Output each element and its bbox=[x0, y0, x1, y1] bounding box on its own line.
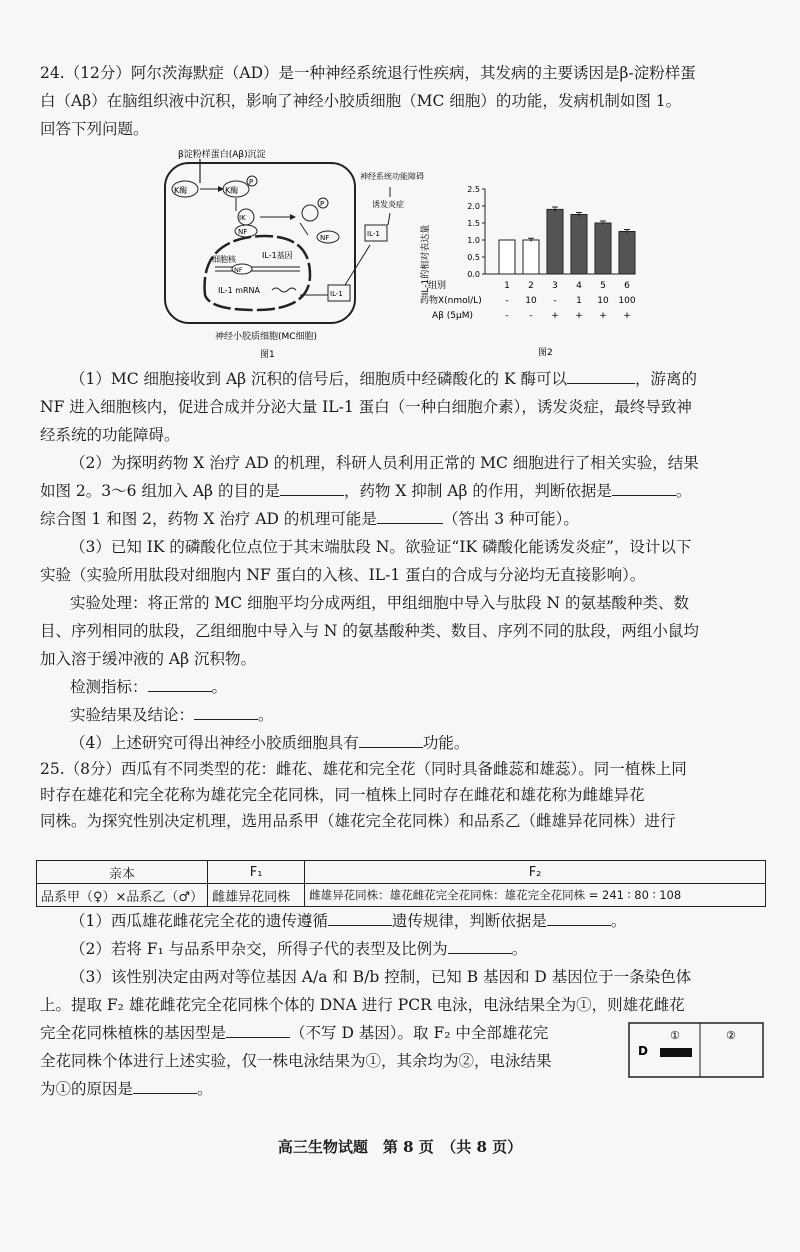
answer-blank-4[interactable] bbox=[377, 509, 443, 524]
gel-frame bbox=[629, 1023, 763, 1077]
row-group-cell: 4 bbox=[576, 281, 582, 291]
bar-group-3 bbox=[547, 209, 563, 274]
p-mark-1: P bbox=[249, 178, 254, 186]
answer-blank-7[interactable] bbox=[359, 733, 423, 748]
q25-table bbox=[36, 860, 766, 907]
row-drug-cell: 1 bbox=[576, 296, 582, 306]
answer-blank-3[interactable] bbox=[612, 481, 676, 496]
row-group-cell: 1 bbox=[504, 281, 510, 291]
row-ab-cell: - bbox=[505, 311, 509, 321]
chart-ylabel: IL-1的相对表达量 bbox=[421, 224, 431, 296]
q25-p3-line1: （3）该性别决定由两对等位基因 A/a 和 B/b 控制，已知 B 基因和 D 基因位于一条染色体 bbox=[70, 968, 692, 986]
fig1-caption: 图1 bbox=[260, 350, 275, 360]
y-tick-label: 2.5 bbox=[467, 185, 480, 194]
row-drug-cell: 100 bbox=[618, 296, 636, 306]
th-f2: F₂ bbox=[305, 861, 766, 884]
q24-line1: 24.（12分）阿尔茨海默症（AD）是一种神经系统退行性疾病，其发病的主要诱因是β-淀粉样蛋 bbox=[40, 64, 696, 82]
answer-blank-8[interactable] bbox=[328, 911, 392, 926]
row-group-cell: 3 bbox=[552, 281, 558, 291]
nf-label-2: NF bbox=[320, 234, 330, 242]
nucleus-label: 细胞核 bbox=[212, 255, 236, 264]
p-mark-2: P bbox=[320, 200, 325, 208]
q24-line3: 回答下列问题。 bbox=[40, 120, 149, 138]
q24-p1-line1: （1）MC 细胞接收到 Aβ 沉积的信号后，细胞质中经磷酸化的 K 酶可以 ，游离的 bbox=[70, 370, 697, 388]
q24-p2-line2: 如图 2。3～6 组加入 Aβ 的目的是 ，药物 X 抑制 Aβ 的作用，判断依据是 。 bbox=[40, 482, 692, 500]
y-tick-label: 1.5 bbox=[467, 219, 480, 228]
row-drug-cell: 10 bbox=[525, 296, 537, 306]
bar-group-6 bbox=[619, 232, 635, 275]
th-f1: F₁ bbox=[208, 861, 305, 884]
q24-p3-line1: （3）已知 IK 的磷酸化位点位于其末端肽段 N。欲验证“IK 磷酸化能诱发炎症”，设计以下 bbox=[70, 538, 692, 556]
il1-label-2: IL-1 bbox=[367, 230, 380, 238]
row-ab-cell: - bbox=[529, 311, 533, 321]
y-tick-label: 0.5 bbox=[467, 253, 480, 262]
fig2-caption: 图2 bbox=[538, 348, 553, 358]
il1-label-1: IL-1 bbox=[330, 290, 343, 298]
q25-p3-line3: 完全花同株植株的基因型是 （不写 D 基因）。取 F₂ 中全部雄花完 bbox=[40, 1024, 549, 1042]
page-footer: 高三生物试题 第 8 页 （共 8 页） bbox=[277, 1138, 523, 1156]
answer-blank-12[interactable] bbox=[133, 1079, 197, 1094]
k-enzyme-1: K酶 bbox=[174, 186, 188, 195]
cell-label: 神经小胶质细胞(MC细胞) bbox=[215, 332, 318, 342]
q24-p3-line5: 加入溶于缓冲液的 Aβ 沉积物。 bbox=[40, 650, 257, 668]
q24-line2: 白（Aβ）在脑组织液中沉积，影响了神经小胶质细胞（MC 细胞）的功能，发病机制如图 1。 bbox=[40, 92, 682, 110]
q25-p2: （2）若将 F₁ 与品系甲杂交，所得子代的表型及比例为 。 bbox=[70, 940, 528, 958]
row-drug-cell: - bbox=[553, 296, 557, 306]
row-drug-cell: - bbox=[505, 296, 509, 306]
figure-1 bbox=[160, 145, 424, 360]
row-ab-cell: + bbox=[599, 311, 607, 321]
fig1-title: β淀粉样蛋白(Aβ)沉淀 bbox=[178, 150, 266, 160]
row-group-cell: 2 bbox=[528, 281, 534, 291]
answer-blank-11[interactable] bbox=[226, 1023, 290, 1038]
mrna-label: IL-1 mRNA bbox=[218, 286, 261, 295]
answer-blank-6[interactable] bbox=[194, 705, 258, 720]
row-group-cell: 6 bbox=[624, 281, 630, 291]
row-group-label: 组别 bbox=[428, 281, 447, 291]
y-tick-label: 0.0 bbox=[467, 270, 480, 279]
q25-p3-line5: 为①的原因是 。 bbox=[40, 1080, 213, 1098]
row-drug-label: 药物X(nmol/L) bbox=[420, 296, 482, 306]
q24-p1-line3: 经系统的功能障碍。 bbox=[40, 426, 180, 444]
answer-blank-9[interactable] bbox=[547, 911, 611, 926]
q25-line2: 时存在雄花和完全花称为雄花完全花同株，同一植株上同时存在雌花和雄花称为雌雄异花 bbox=[40, 786, 645, 804]
gel-lane1-label: ① bbox=[670, 1029, 680, 1042]
k-enzyme-2: K酶 bbox=[225, 186, 239, 195]
th-parent: 亲本 bbox=[37, 861, 208, 884]
row-ab-cell: + bbox=[551, 311, 559, 321]
q24-p1-line2: NF 进入细胞核内，促进合成并分泌大量 IL-1 蛋白（一种白细胞介素），诱发炎症，最终导致神 bbox=[40, 398, 692, 416]
row-ab-label: Aβ (5μM) bbox=[432, 311, 474, 321]
gel-d-label: D bbox=[638, 1044, 648, 1058]
q24-p3-line6: 检测指标： 。 bbox=[70, 678, 228, 696]
q25-p3-line4: 全花同株个体进行上述实验，仅一株电泳结果为①，其余均为②，电泳结果 bbox=[40, 1052, 552, 1070]
row-ab-cell: + bbox=[623, 311, 631, 321]
q24-p3-line2: 实验（实验所用肽段对细胞内 NF 蛋白的入核、IL-1 蛋白的合成与分泌均无直接影响）。 bbox=[40, 566, 646, 584]
td-f2: 雌雄异花同株：雄花雌花完全花同株：雄花完全花同株 = 241 ∶ 80 ∶ 108 bbox=[305, 884, 766, 907]
inflammation-label: 诱发炎症 bbox=[372, 200, 404, 209]
dysfunction-label: 神经系统功能障碍 bbox=[360, 172, 424, 181]
q25-p1: （1）西瓜雄花雌花完全花的遗传遵循 遗传规律，判断依据是 。 bbox=[70, 912, 627, 930]
bar-group-2 bbox=[523, 240, 539, 274]
answer-blank-1[interactable] bbox=[567, 369, 635, 384]
gel-lane2-label: ② bbox=[726, 1029, 736, 1042]
il1-gene-label: IL-1基因 bbox=[262, 251, 293, 260]
td-parent: 品系甲（♀）×品系乙（♂） bbox=[37, 884, 208, 907]
q24-p2-line1: （2）为探明药物 X 治疗 AD 的机理，科研人员利用正常的 MC 细胞进行了相关实验，结果 bbox=[70, 454, 699, 472]
row-ab-cell: + bbox=[575, 311, 583, 321]
figure-2-chart bbox=[420, 185, 640, 360]
q24-p2-line3: 综合图 1 和图 2，药物 X 治疗 AD 的机理可能是 （答出 3 种可能）。 bbox=[40, 510, 579, 528]
bar-group-5 bbox=[595, 223, 611, 274]
ik-label: IK bbox=[239, 214, 246, 222]
answer-blank-5[interactable] bbox=[148, 677, 212, 692]
answer-blank-10[interactable] bbox=[448, 939, 512, 954]
q24-p3-line3: 实验处理：将正常的 MC 细胞平均分成两组，甲组细胞中导入与肽段 N 的氨基酸种类、数 bbox=[70, 594, 690, 612]
td-f1: 雌雄异花同株 bbox=[208, 884, 305, 907]
q24-p4: （4）上述研究可得出神经小胶质细胞具有 功能。 bbox=[70, 734, 470, 752]
gel-figure bbox=[628, 1022, 764, 1078]
q25-line3: 同株。为探究性别决定机理，选用品系甲（雄花完全花同株）和品系乙（雌雄异花同株）进行 bbox=[40, 812, 676, 830]
q24-p3-line4: 目、序列相同的肽段，乙组细胞中导入与 N 的氨基酸种类、数目、序列不同的肽段，两组小鼠均 bbox=[40, 622, 699, 640]
q25-p3-line2: 上。提取 F₂ 雄花雌花完全花同株个体的 DNA 进行 PCR 电泳，电泳结果全为①，则雄花雌花 bbox=[40, 996, 685, 1014]
gel-band bbox=[660, 1048, 692, 1057]
q24-p3-line7: 实验结果及结论： 。 bbox=[70, 706, 274, 724]
bar-group-4 bbox=[571, 215, 587, 275]
nf-label-1: NF bbox=[238, 228, 248, 236]
bar-group-1 bbox=[499, 240, 515, 274]
nf-label-3: NF bbox=[234, 266, 243, 274]
y-tick-label: 2.0 bbox=[467, 202, 480, 211]
row-group-cell: 5 bbox=[600, 281, 606, 291]
q25-line1: 25.（8分）西瓜有不同类型的花：雌花、雄花和完全花（同时具备雌蕊和雄蕊）。同一植株上同 bbox=[40, 760, 687, 778]
answer-blank-2[interactable] bbox=[280, 481, 344, 496]
nucleus-envelope bbox=[205, 236, 310, 310]
row-drug-cell: 10 bbox=[597, 296, 609, 306]
y-tick-label: 1.0 bbox=[467, 236, 480, 245]
